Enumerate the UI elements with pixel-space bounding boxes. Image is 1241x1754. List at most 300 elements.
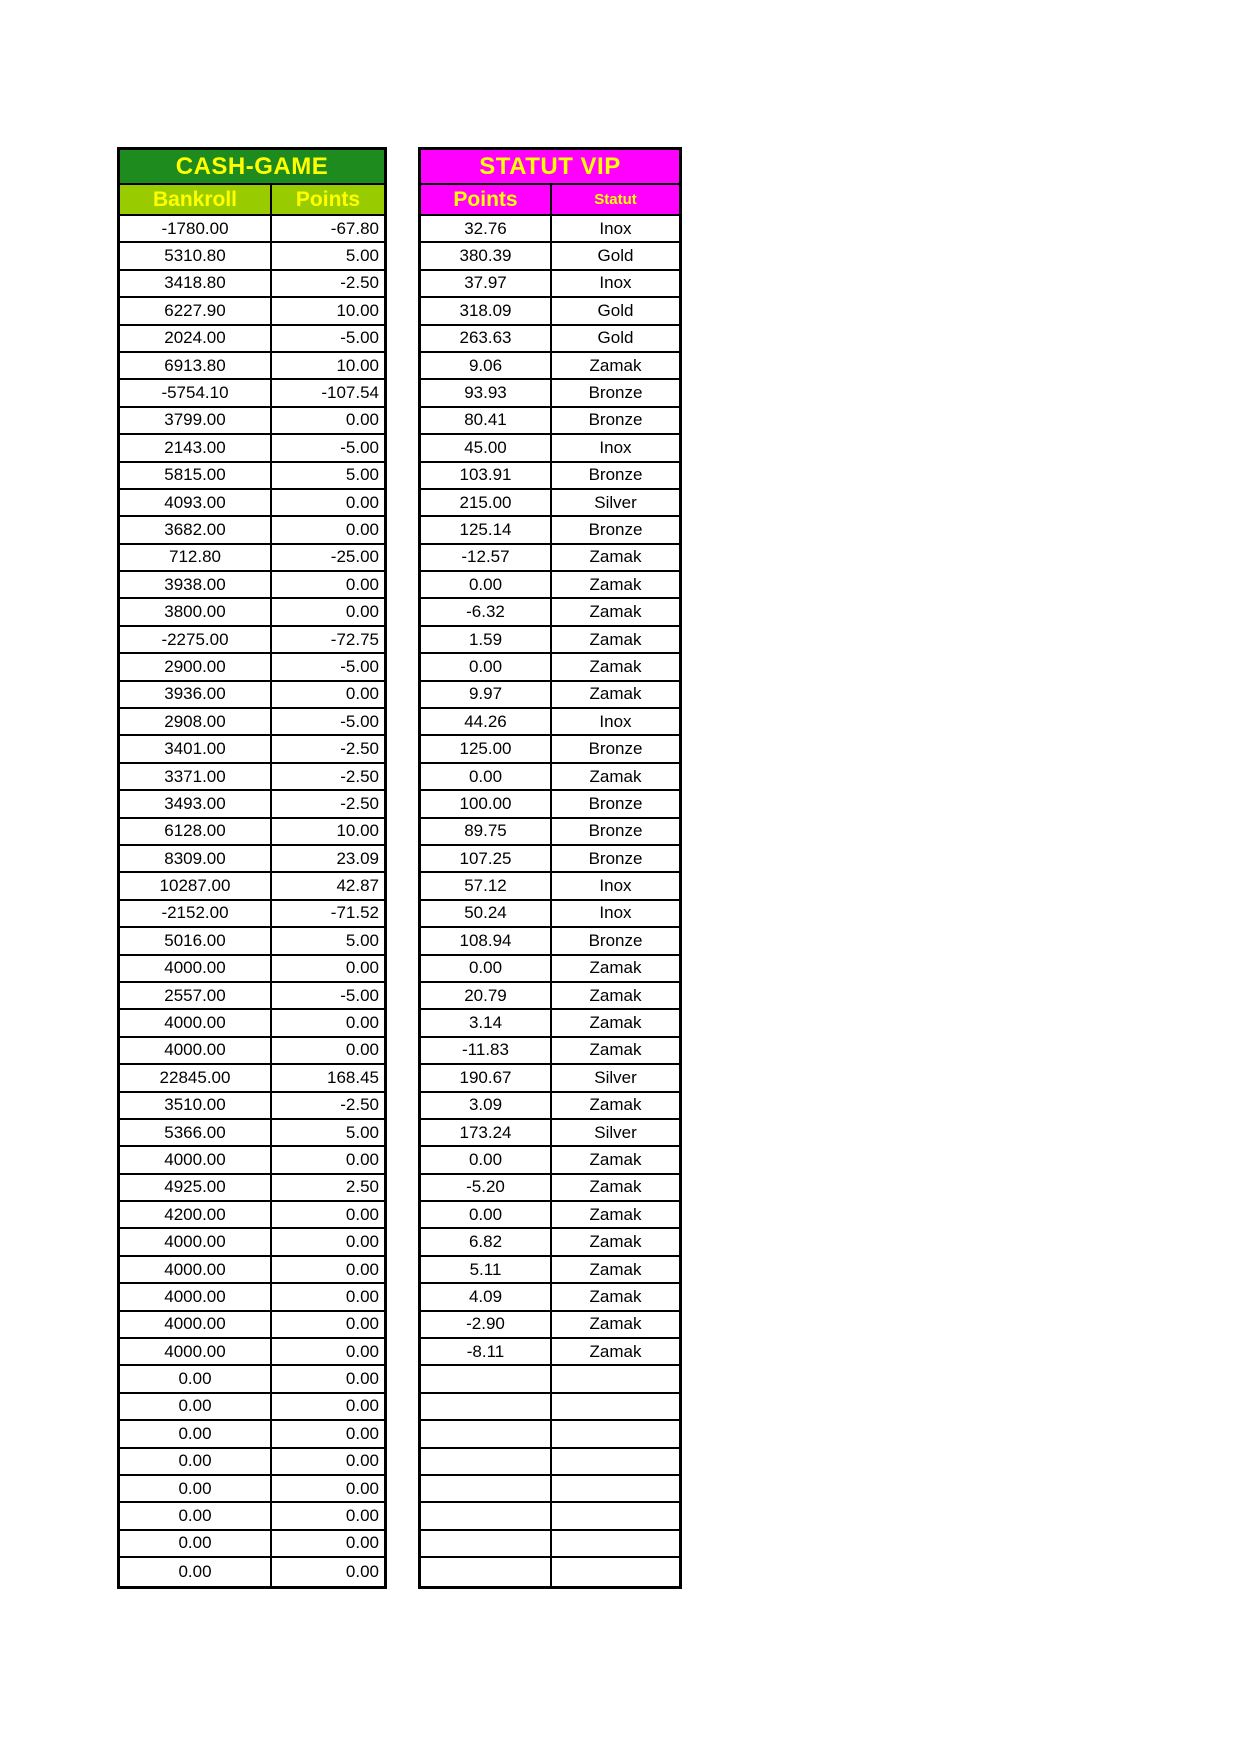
table-row xyxy=(120,545,384,572)
points-cell: 0.00 xyxy=(345,958,379,978)
points-cell: 0.00 xyxy=(345,1478,379,1498)
statut-cell: Bronze xyxy=(588,519,643,539)
table-row xyxy=(421,490,679,517)
statut-cell xyxy=(552,1531,679,1556)
table-row xyxy=(120,1229,384,1256)
vip-points-cell xyxy=(421,1476,552,1501)
table-row xyxy=(120,983,384,1010)
statut-cell xyxy=(552,1394,679,1419)
statut-vip-table xyxy=(418,147,682,1589)
bankroll-cell: 2143.00 xyxy=(120,435,272,460)
bankroll-cell: 4000.00 xyxy=(120,1038,272,1063)
vip-points-cell: 173.24 xyxy=(421,1120,552,1145)
vip-points-cell: 57.12 xyxy=(421,873,552,898)
vip-points-cell: -5.20 xyxy=(421,1175,552,1200)
statut-cell: Bronze xyxy=(588,793,643,813)
statut-cell: Zamak xyxy=(589,1095,642,1115)
table-row xyxy=(421,956,679,983)
table-row xyxy=(421,873,679,900)
bankroll-cell: -5754.10 xyxy=(120,380,272,405)
bankroll-cell: 712.80 xyxy=(120,545,272,570)
table-row xyxy=(421,271,679,298)
statut-cell: Gold xyxy=(597,300,634,320)
table-row xyxy=(120,956,384,983)
vip-points-cell: 380.39 xyxy=(421,243,552,268)
points-cell: 0.00 xyxy=(345,1451,379,1471)
table-row xyxy=(421,983,679,1010)
bankroll-cell: 3936.00 xyxy=(120,682,272,707)
table-row xyxy=(421,791,679,818)
table-row xyxy=(120,1503,384,1530)
statut-cell: Bronze xyxy=(588,821,643,841)
statut-vip-header-row xyxy=(421,185,679,216)
points-cell: 0.00 xyxy=(345,1423,379,1443)
vip-points-cell xyxy=(421,1531,552,1556)
table-row xyxy=(120,271,384,298)
bankroll-cell: 4000.00 xyxy=(120,1147,272,1172)
bankroll-cell: 2900.00 xyxy=(120,654,272,679)
statut-cell: Silver xyxy=(594,1122,637,1142)
statut-cell: Bronze xyxy=(588,410,643,430)
table-row xyxy=(421,408,679,435)
statut-cell: Zamak xyxy=(589,1286,642,1306)
bankroll-cell: 0.00 xyxy=(120,1503,272,1528)
statut-cell: Bronze xyxy=(588,383,643,403)
statut-cell: Inox xyxy=(599,711,632,731)
statut-cell: Zamak xyxy=(589,1040,642,1060)
table-row xyxy=(421,1394,679,1421)
points-cell: -2.50 xyxy=(340,1095,379,1115)
table-row xyxy=(120,928,384,955)
bankroll-cell: -2275.00 xyxy=(120,627,272,652)
points-cell: -25.00 xyxy=(330,547,379,567)
bankroll-cell: -1780.00 xyxy=(120,216,272,241)
bankroll-cell: -2152.00 xyxy=(120,901,272,926)
vip-points-cell xyxy=(421,1421,552,1446)
table-row xyxy=(120,1531,384,1558)
points-cell: 0.00 xyxy=(345,1561,379,1581)
table-row xyxy=(421,819,679,846)
vip-points-cell: 3.14 xyxy=(421,1010,552,1035)
table-row xyxy=(120,791,384,818)
statut-cell: Zamak xyxy=(589,574,642,594)
table-row xyxy=(120,1202,384,1229)
points-cell: 0.00 xyxy=(345,1286,379,1306)
bankroll-cell: 4000.00 xyxy=(120,1010,272,1035)
table-row xyxy=(421,1120,679,1147)
table-row xyxy=(120,819,384,846)
points-cell: 0.00 xyxy=(345,1341,379,1361)
points-cell: 0.00 xyxy=(345,1369,379,1389)
vip-points-cell: -8.11 xyxy=(421,1339,552,1364)
vip-points-cell: 6.82 xyxy=(421,1229,552,1254)
statut-cell xyxy=(552,1421,679,1446)
points-cell: 5.00 xyxy=(345,930,379,950)
table-row xyxy=(120,1339,384,1366)
statut-cell xyxy=(552,1476,679,1501)
bankroll-cell: 4000.00 xyxy=(120,1312,272,1337)
points-cell: -67.80 xyxy=(330,218,379,238)
table-row xyxy=(421,599,679,626)
table-row xyxy=(421,1449,679,1476)
statut-vip-body xyxy=(421,216,679,1586)
table-row xyxy=(120,298,384,325)
cash-game-title: CASH-GAME xyxy=(120,150,384,185)
vip-points-cell: 5.11 xyxy=(421,1257,552,1282)
table-row xyxy=(120,435,384,462)
table-row xyxy=(421,709,679,736)
statut-cell: Zamak xyxy=(589,1013,642,1033)
table-row xyxy=(120,517,384,544)
table-row xyxy=(421,517,679,544)
table-row xyxy=(120,408,384,435)
vip-points-cell: 0.00 xyxy=(421,956,552,981)
points-cell: -71.52 xyxy=(330,903,379,923)
table-row xyxy=(421,1476,679,1503)
points-cell: -5.00 xyxy=(340,328,379,348)
vip-points-cell: 89.75 xyxy=(421,819,552,844)
table-row xyxy=(120,1065,384,1092)
statut-cell: Zamak xyxy=(589,1259,642,1279)
points-cell: 168.45 xyxy=(327,1067,379,1087)
bankroll-cell: 4000.00 xyxy=(120,1339,272,1364)
points-cell: 0.00 xyxy=(345,410,379,430)
table-row xyxy=(421,435,679,462)
bankroll-cell: 6128.00 xyxy=(120,819,272,844)
points-cell: -2.50 xyxy=(340,273,379,293)
statut-cell: Bronze xyxy=(588,848,643,868)
cash-game-header-row xyxy=(120,185,384,216)
table-row xyxy=(421,736,679,763)
vip-points-cell: 4.09 xyxy=(421,1284,552,1309)
vip-points-cell: 100.00 xyxy=(421,791,552,816)
points-cell: 0.00 xyxy=(345,684,379,704)
points-cell: 0.00 xyxy=(345,492,379,512)
table-row xyxy=(120,326,384,353)
bankroll-cell: 3799.00 xyxy=(120,408,272,433)
table-row xyxy=(120,846,384,873)
vip-points-cell: 263.63 xyxy=(421,326,552,351)
vip-points-cell: 190.67 xyxy=(421,1065,552,1090)
vip-points-cell: 0.00 xyxy=(421,572,552,597)
vip-points-cell: 50.24 xyxy=(421,901,552,926)
bankroll-cell: 3510.00 xyxy=(120,1093,272,1118)
bankroll-cell: 3401.00 xyxy=(120,736,272,761)
vip-points-cell: 80.41 xyxy=(421,408,552,433)
table-row xyxy=(120,1312,384,1339)
bankroll-cell: 22845.00 xyxy=(120,1065,272,1090)
table-row xyxy=(120,736,384,763)
vip-points-cell: 9.06 xyxy=(421,353,552,378)
table-row xyxy=(120,599,384,626)
vip-points-cell: 20.79 xyxy=(421,983,552,1008)
bankroll-cell: 2024.00 xyxy=(120,326,272,351)
statut-cell: Zamak xyxy=(589,656,642,676)
statut-cell: Gold xyxy=(597,328,634,348)
points-cell: 0.00 xyxy=(345,574,379,594)
table-row xyxy=(421,1175,679,1202)
points-cell: 10.00 xyxy=(336,355,379,375)
table-row xyxy=(120,1476,384,1503)
table-row xyxy=(120,572,384,599)
vip-points-cell: 1.59 xyxy=(421,627,552,652)
statut-cell: Gold xyxy=(597,246,634,266)
points-column-header: Points xyxy=(272,185,384,214)
table-row xyxy=(120,654,384,681)
bankroll-cell: 3938.00 xyxy=(120,572,272,597)
statut-cell: Bronze xyxy=(588,739,643,759)
points-cell: 5.00 xyxy=(345,1122,379,1142)
table-row xyxy=(421,1531,679,1558)
points-cell: 0.00 xyxy=(345,1013,379,1033)
vip-points-cell: -6.32 xyxy=(421,599,552,624)
vip-points-cell: 108.94 xyxy=(421,928,552,953)
table-row xyxy=(421,654,679,681)
table-row xyxy=(421,216,679,243)
vip-points-cell xyxy=(421,1503,552,1528)
table-row xyxy=(120,901,384,928)
vip-points-cell: 125.00 xyxy=(421,736,552,761)
bankroll-cell: 10287.00 xyxy=(120,873,272,898)
bankroll-cell: 5016.00 xyxy=(120,928,272,953)
bankroll-cell: 4000.00 xyxy=(120,1229,272,1254)
table-row xyxy=(421,243,679,270)
vip-points-cell: 32.76 xyxy=(421,216,552,241)
table-row xyxy=(120,1394,384,1421)
statut-cell: Inox xyxy=(599,218,632,238)
points-cell: -5.00 xyxy=(340,985,379,1005)
points-cell: -5.00 xyxy=(340,711,379,731)
statut-cell xyxy=(552,1449,679,1474)
points-cell: 0.00 xyxy=(345,1506,379,1526)
statut-column-header: Statut xyxy=(552,185,679,214)
bankroll-cell: 0.00 xyxy=(120,1394,272,1419)
statut-cell: Zamak xyxy=(589,1232,642,1252)
table-row xyxy=(421,901,679,928)
vip-points-cell: -12.57 xyxy=(421,545,552,570)
vip-points-cell: 0.00 xyxy=(421,654,552,679)
cash-game-table xyxy=(117,147,387,1589)
statut-cell: Zamak xyxy=(589,602,642,622)
bankroll-cell: 0.00 xyxy=(120,1421,272,1446)
bankroll-cell: 5815.00 xyxy=(120,463,272,488)
statut-cell: Inox xyxy=(599,437,632,457)
statut-cell: Zamak xyxy=(589,985,642,1005)
points-cell: 2.50 xyxy=(345,1177,379,1197)
table-row xyxy=(421,1421,679,1448)
table-row xyxy=(120,709,384,736)
statut-cell: Inox xyxy=(599,903,632,923)
bankroll-cell: 4000.00 xyxy=(120,1257,272,1282)
bankroll-cell: 6227.90 xyxy=(120,298,272,323)
table-row xyxy=(421,627,679,654)
bankroll-cell: 0.00 xyxy=(120,1366,272,1391)
vip-points-cell xyxy=(421,1558,552,1585)
statut-cell: Zamak xyxy=(589,1177,642,1197)
statut-cell: Zamak xyxy=(589,1204,642,1224)
statut-cell: Zamak xyxy=(589,1314,642,1334)
vip-points-cell: 3.09 xyxy=(421,1093,552,1118)
table-row xyxy=(421,1366,679,1393)
vip-points-cell: 103.91 xyxy=(421,463,552,488)
bankroll-cell: 0.00 xyxy=(120,1558,272,1585)
statut-cell xyxy=(552,1366,679,1391)
points-cell: -2.50 xyxy=(340,793,379,813)
bankroll-cell: 4925.00 xyxy=(120,1175,272,1200)
table-row xyxy=(421,682,679,709)
points-cell: -2.50 xyxy=(340,739,379,759)
vip-points-column-header: Points xyxy=(421,185,552,214)
points-cell: 10.00 xyxy=(336,300,379,320)
table-row xyxy=(421,928,679,955)
points-cell: 0.00 xyxy=(345,519,379,539)
statut-vip-title: STATUT VIP xyxy=(421,150,679,185)
points-cell: -107.54 xyxy=(321,383,379,403)
table-row xyxy=(421,1257,679,1284)
table-row xyxy=(120,1366,384,1393)
points-cell: 0.00 xyxy=(345,1533,379,1553)
vip-points-cell: 0.00 xyxy=(421,1147,552,1172)
table-row xyxy=(120,1010,384,1037)
bankroll-cell: 4093.00 xyxy=(120,490,272,515)
points-cell: -5.00 xyxy=(340,437,379,457)
table-row xyxy=(120,1449,384,1476)
statut-cell: Inox xyxy=(599,273,632,293)
vip-points-cell: -2.90 xyxy=(421,1312,552,1337)
points-cell: 0.00 xyxy=(345,1314,379,1334)
table-row xyxy=(120,463,384,490)
table-row xyxy=(120,1284,384,1311)
points-cell: -2.50 xyxy=(340,766,379,786)
table-row xyxy=(120,243,384,270)
table-row xyxy=(421,1202,679,1229)
table-row xyxy=(120,380,384,407)
table-row xyxy=(421,1284,679,1311)
points-cell: 0.00 xyxy=(345,1204,379,1224)
statut-cell xyxy=(552,1503,679,1528)
statut-cell: Zamak xyxy=(589,1149,642,1169)
bankroll-cell: 4000.00 xyxy=(120,1284,272,1309)
table-row xyxy=(421,1038,679,1065)
bankroll-cell: 4200.00 xyxy=(120,1202,272,1227)
vip-points-cell xyxy=(421,1366,552,1391)
bankroll-cell: 0.00 xyxy=(120,1531,272,1556)
vip-points-cell: -11.83 xyxy=(421,1038,552,1063)
vip-points-cell: 215.00 xyxy=(421,490,552,515)
vip-points-cell: 93.93 xyxy=(421,380,552,405)
points-cell: -72.75 xyxy=(330,629,379,649)
bankroll-cell: 0.00 xyxy=(120,1449,272,1474)
table-row xyxy=(120,1147,384,1174)
vip-points-cell: 0.00 xyxy=(421,1202,552,1227)
vip-points-cell: 107.25 xyxy=(421,846,552,871)
statut-cell: Zamak xyxy=(589,1341,642,1361)
points-cell: 23.09 xyxy=(336,848,379,868)
table-row xyxy=(120,682,384,709)
statut-cell: Zamak xyxy=(589,547,642,567)
table-row xyxy=(421,298,679,325)
statut-cell: Zamak xyxy=(589,766,642,786)
table-row xyxy=(421,1229,679,1256)
statut-cell: Zamak xyxy=(589,355,642,375)
table-row xyxy=(120,1558,384,1585)
bankroll-cell: 3493.00 xyxy=(120,791,272,816)
bankroll-cell: 0.00 xyxy=(120,1476,272,1501)
vip-points-cell: 37.97 xyxy=(421,271,552,296)
table-row xyxy=(120,1421,384,1448)
statut-cell: Inox xyxy=(599,876,632,896)
bankroll-cell: 2557.00 xyxy=(120,983,272,1008)
vip-points-cell xyxy=(421,1449,552,1474)
table-row xyxy=(120,1120,384,1147)
table-row xyxy=(421,1339,679,1366)
table-row xyxy=(421,1065,679,1092)
table-row xyxy=(421,1010,679,1037)
table-row xyxy=(421,463,679,490)
table-row xyxy=(421,545,679,572)
table-row xyxy=(421,1147,679,1174)
cash-game-body xyxy=(120,216,384,1586)
points-cell: 0.00 xyxy=(345,1259,379,1279)
table-row xyxy=(120,216,384,243)
points-cell: 42.87 xyxy=(336,876,379,896)
points-cell: 5.00 xyxy=(345,465,379,485)
table-row xyxy=(120,490,384,517)
statut-cell: Bronze xyxy=(588,930,643,950)
bankroll-cell: 3682.00 xyxy=(120,517,272,542)
bankroll-cell: 6913.80 xyxy=(120,353,272,378)
table-row xyxy=(421,1503,679,1530)
bankroll-cell: 8309.00 xyxy=(120,846,272,871)
vip-points-cell: 45.00 xyxy=(421,435,552,460)
bankroll-column-header: Bankroll xyxy=(120,185,272,214)
table-row xyxy=(120,1038,384,1065)
vip-points-cell: 44.26 xyxy=(421,709,552,734)
points-cell: 0.00 xyxy=(345,602,379,622)
table-row xyxy=(120,353,384,380)
statut-cell xyxy=(552,1558,679,1585)
bankroll-cell: 3418.80 xyxy=(120,271,272,296)
points-cell: 0.00 xyxy=(345,1232,379,1252)
bankroll-cell: 5310.80 xyxy=(120,243,272,268)
bankroll-cell: 4000.00 xyxy=(120,956,272,981)
points-cell: 0.00 xyxy=(345,1149,379,1169)
table-row xyxy=(421,353,679,380)
statut-cell: Zamak xyxy=(589,684,642,704)
table-row xyxy=(120,627,384,654)
table-row xyxy=(421,1312,679,1339)
points-cell: 10.00 xyxy=(336,821,379,841)
vip-points-cell: 9.97 xyxy=(421,682,552,707)
statut-cell: Silver xyxy=(594,492,637,512)
vip-points-cell: 0.00 xyxy=(421,764,552,789)
bankroll-cell: 2908.00 xyxy=(120,709,272,734)
table-row xyxy=(421,326,679,353)
vip-points-cell: 125.14 xyxy=(421,517,552,542)
statut-cell: Zamak xyxy=(589,629,642,649)
table-row xyxy=(421,1093,679,1120)
statut-cell: Bronze xyxy=(588,465,643,485)
points-cell: 5.00 xyxy=(345,246,379,266)
table-row xyxy=(120,1093,384,1120)
points-cell: 0.00 xyxy=(345,1040,379,1060)
bankroll-cell: 3371.00 xyxy=(120,764,272,789)
statut-cell: Zamak xyxy=(589,958,642,978)
table-row xyxy=(421,380,679,407)
table-row xyxy=(120,764,384,791)
table-row xyxy=(421,764,679,791)
points-cell: 0.00 xyxy=(345,1396,379,1416)
